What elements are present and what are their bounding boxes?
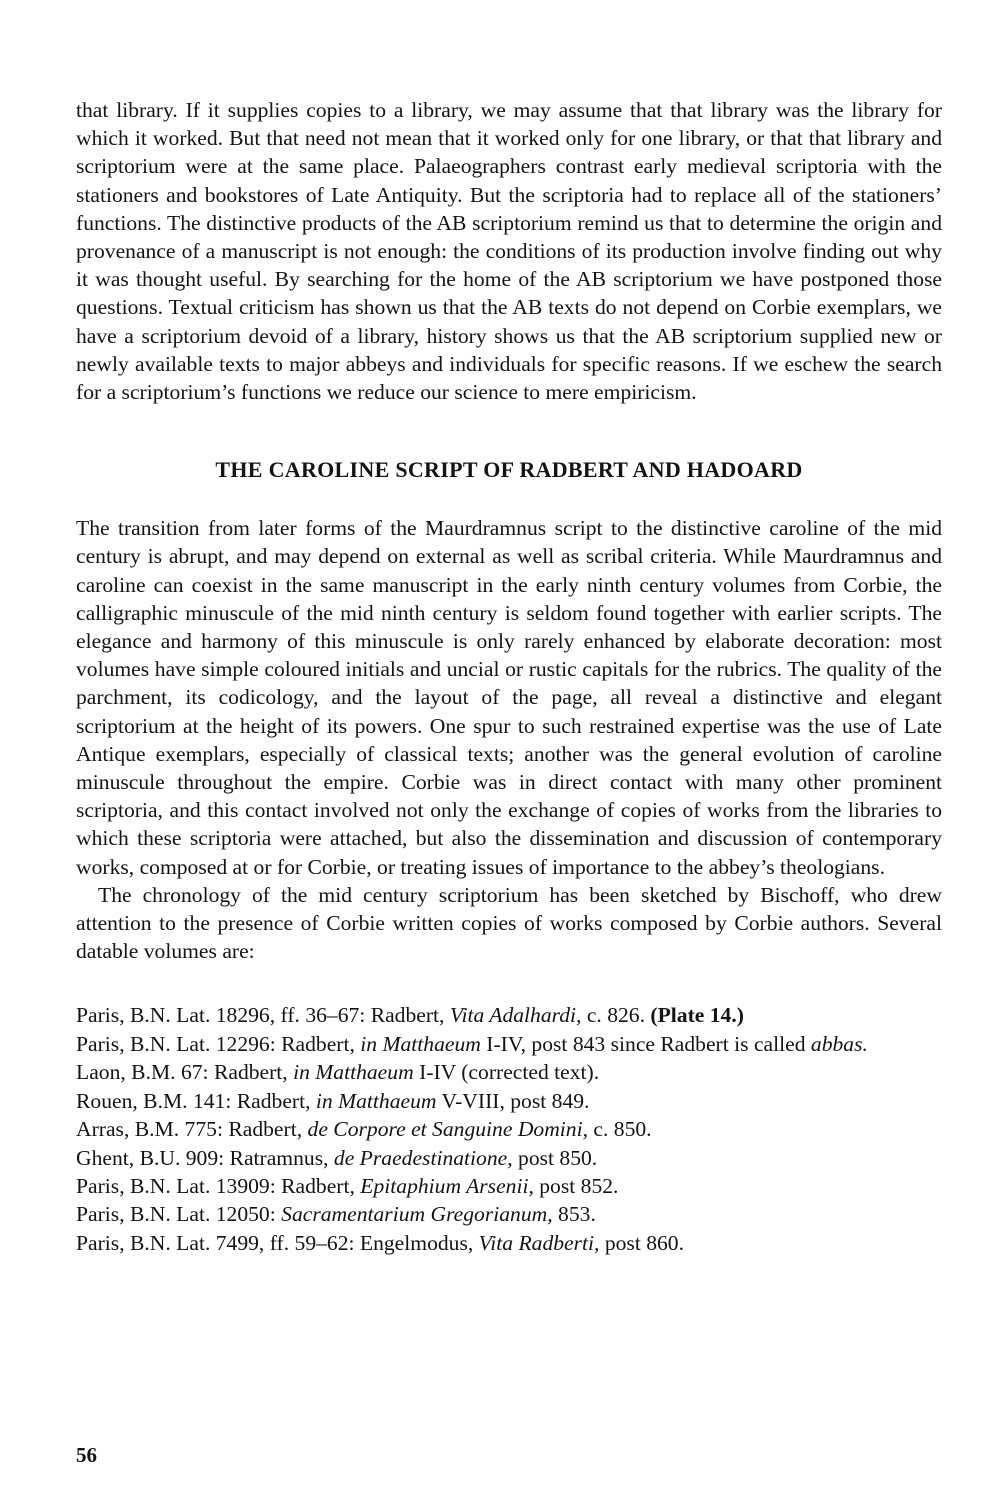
manuscript-entry: Ghent, B.U. 909: Ratramnus, de Praedestinatione, post 850.	[76, 1145, 598, 1170]
paragraph-2: The transition from later forms of the Maurdramnus script to the distinctive caroline of the mid century is abrupt, and may depend on external as well as scribal criteria. While Maurdramnus and caroline can coexist in the same manuscript in the early ninth century volumes from Corbie, the calligraphic minuscule of the mid ninth century is seldom found together with earlier scripts. The elegance and harmony of this minuscule is only rarely enhanced by elaborate decoration: most volumes have simple coloured initials and uncial or rustic capitals for the rubrics. The quality of the parchment, its codicology, and the layout of the page, all reveal a distinctive and elegant scriptorium at the height of its powers. One spur to such restrained expertise was the use of Late Antique exemplars, especially of classical texts; another was the general evolution of caroline minuscule throughout the empire. Corbie was in direct contact with many other prominent scriptoria, and this contact involved not only the exchange of copies of works from the libraries to which these scriptoria were attached, but also the dissemination and discussion of contemporary works, composed at or for Corbie, or treating issues of importance to the abbey’s theologians.	[76, 516, 942, 879]
manuscript-entry: Paris, B.N. Lat. 12050: Sacramentarium Gregorianum, 853.	[76, 1202, 596, 1227]
manuscript-entry: Rouen, B.M. 141: Radbert, in Matthaeum V-VIII, post 849.	[76, 1088, 590, 1113]
manuscript-entry: Paris, B.N. Lat. 13909: Radbert, Epitaphium Arsenii, post 852.	[76, 1173, 619, 1198]
spacer	[76, 406, 942, 456]
section-heading: THE CAROLINE SCRIPT OF RADBERT AND HADOARD	[215, 457, 803, 483]
page-body	[76, 96, 942, 1257]
manuscript-entry: Arras, B.M. 775: Radbert, de Corpore et Sanguine Domini, c. 850.	[76, 1117, 652, 1142]
paragraph-3: The chronology of the mid century scriptorium has been sketched by Bischoff, who drew attention to the presence of Corbie written copies of works composed by Corbie authors. Several datable volumes are:	[76, 882, 942, 964]
manuscript-entry: Paris, B.N. Lat. 7499, ff. 59–62: Engelmodus, Vita Radberti, post 860.	[76, 1230, 685, 1255]
spacer	[76, 965, 942, 1001]
manuscript-entry: Laon, B.M. 67: Radbert, in Matthaeum I-IV (corrected text).	[76, 1060, 600, 1085]
manuscript-list	[76, 1001, 942, 1257]
spacer	[76, 484, 942, 514]
page-number: 56	[76, 1443, 97, 1467]
paragraph-1: that library. If it supplies copies to a library, we may assume that that library was the library for which it worked. But that need not mean that it worked only for one library, or that that library and scriptorium were at the same place. Palaeographers contrast early medieval scriptoria with the stationers and bookstores of Late Antiquity. But the scriptoria had to replace all of the stationers’ functions. The distinctive products of the AB scriptorium remind us that to determine the origin and provenance of a manuscript is not enough: the conditions of its production involve finding out why it was thought useful. By searching for the home of the AB scriptorium we have postponed those questions. Textual criticism has shown us that the AB texts do not depend on Corbie exemplars, we have a scriptorium devoid of a library, history shows us that the AB scriptorium supplied new or newly available texts to major abbeys and individuals for specific reasons. If we eschew the search for a scriptorium’s functions we reduce our science to mere empiricism.	[76, 98, 942, 405]
manuscript-entry: Paris, B.N. Lat. 12296: Radbert, in Matthaeum I-IV, post 843 since Radbert is called abbas.	[76, 1031, 868, 1056]
manuscript-entry: Paris, B.N. Lat. 18296, ff. 36–67: Radbert, Vita Adalhardi, c. 826. (Plate 14.)	[76, 1003, 744, 1028]
